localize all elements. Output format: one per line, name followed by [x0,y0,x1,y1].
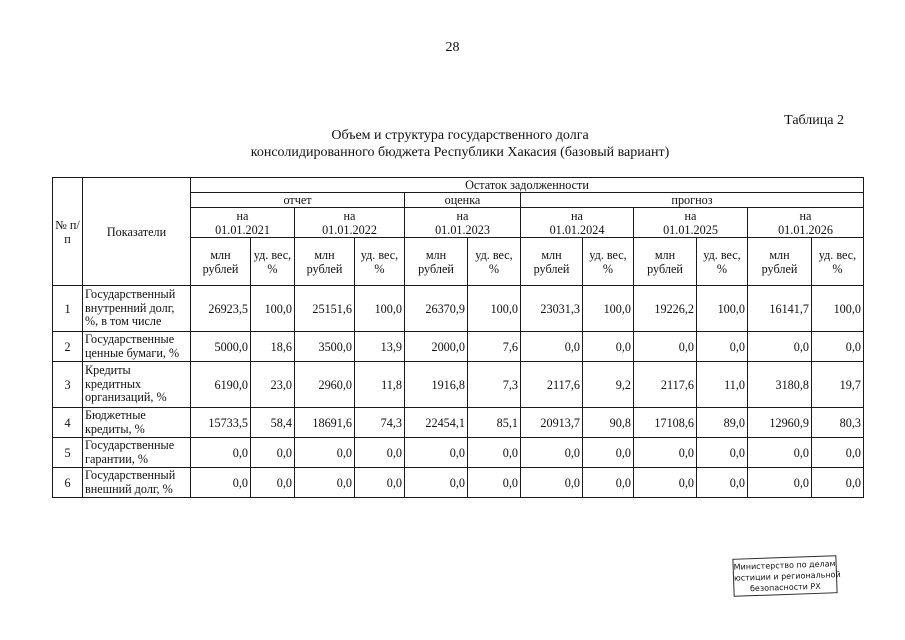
cell-share: 0,0 [468,438,521,468]
row-number: 1 [53,286,83,332]
cell-mln-rub: 15733,5 [191,408,251,438]
cell-share: 0,0 [355,438,405,468]
cell-share: 0,0 [583,438,634,468]
header-mln: млн рублей [521,238,583,286]
cell-share: 13,9 [355,332,405,362]
cell-mln-rub: 0,0 [634,332,697,362]
header-num: № п/п [53,178,83,286]
cell-mln-rub: 0,0 [295,468,355,498]
header-share: уд. вес, % [468,238,521,286]
cell-mln-rub: 0,0 [748,438,812,468]
stamp-line-3: безопасности РХ [749,581,821,594]
row-number: 5 [53,438,83,468]
header-share: уд. вес, % [251,238,295,286]
cell-mln-rub: 0,0 [191,468,251,498]
table-row [53,438,864,468]
ministry-stamp [732,555,841,597]
cell-share: 100,0 [697,286,748,332]
cell-mln-rub: 12960,9 [748,408,812,438]
cell-share: 90,8 [583,408,634,438]
cell-mln-rub: 20913,7 [521,408,583,438]
cell-share: 18,6 [251,332,295,362]
cell-share: 9,2 [583,362,634,408]
cell-share: 100,0 [355,286,405,332]
document-title [200,127,720,161]
cell-mln-rub: 2117,6 [521,362,583,408]
row-number: 2 [53,332,83,362]
cell-share: 23,0 [251,362,295,408]
header-mln: млн рублей [748,238,812,286]
debt-table [52,177,864,498]
cell-mln-rub: 6190,0 [191,362,251,408]
cell-share: 80,3 [812,408,864,438]
cell-share: 0,0 [355,468,405,498]
cell-share: 0,0 [468,468,521,498]
cell-share: 0,0 [812,468,864,498]
row-number: 3 [53,362,83,408]
cell-mln-rub: 26923,5 [191,286,251,332]
header-group-estimate: оценка [405,193,521,208]
cell-mln-rub: 0,0 [521,332,583,362]
cell-share: 0,0 [697,468,748,498]
header-date: на 01.01.2023 [405,208,521,238]
cell-mln-rub: 0,0 [634,468,697,498]
cell-share: 74,3 [355,408,405,438]
cell-share: 7,3 [468,362,521,408]
cell-mln-rub: 1916,8 [405,362,468,408]
cell-mln-rub: 2000,0 [405,332,468,362]
row-indicator: Государственный внутренний долг, %, в том числе [83,286,191,332]
table-label: Таблица 2 [784,113,844,128]
header-date: на 01.01.2022 [295,208,405,238]
cell-mln-rub: 3180,8 [748,362,812,408]
cell-share: 89,0 [697,408,748,438]
cell-share: 0,0 [812,332,864,362]
row-indicator: Государственный внешний долг, % [83,468,191,498]
cell-mln-rub: 0,0 [521,438,583,468]
cell-mln-rub: 23031,3 [521,286,583,332]
cell-mln-rub: 17108,6 [634,408,697,438]
header-date: на 01.01.2021 [191,208,295,238]
cell-mln-rub: 0,0 [405,468,468,498]
cell-mln-rub: 0,0 [191,438,251,468]
cell-share: 11,0 [697,362,748,408]
row-indicator: Государственные гарантии, % [83,438,191,468]
cell-share: 7,6 [468,332,521,362]
header-share: уд. вес, % [812,238,864,286]
header-mln: млн рублей [295,238,355,286]
stamp-line-2: юстиции и региональной [733,570,841,583]
header-mln: млн рублей [191,238,251,286]
cell-share: 85,1 [468,408,521,438]
cell-mln-rub: 0,0 [748,468,812,498]
cell-mln-rub: 25151,6 [295,286,355,332]
row-indicator: Кредиты кредитных организаций, % [83,362,191,408]
cell-share: 58,4 [251,408,295,438]
cell-share: 0,0 [251,468,295,498]
cell-mln-rub: 0,0 [295,438,355,468]
cell-share: 19,7 [812,362,864,408]
table-row [53,332,864,362]
stamp-line-1: Министерство по делам [733,559,836,572]
table-row [53,362,864,408]
title-line-1: Объем и структура государственного долга [331,128,589,143]
title-line-2: консолидированного бюджета Республики Хакасия (базовый вариант) [250,145,670,160]
cell-mln-rub: 26370,9 [405,286,468,332]
cell-mln-rub: 2960,0 [295,362,355,408]
header-share: уд. вес, % [583,238,634,286]
cell-mln-rub: 0,0 [634,438,697,468]
cell-mln-rub: 0,0 [521,468,583,498]
cell-share: 100,0 [812,286,864,332]
row-number: 6 [53,468,83,498]
cell-mln-rub: 2117,6 [634,362,697,408]
cell-mln-rub: 5000,0 [191,332,251,362]
cell-share: 0,0 [251,438,295,468]
cell-mln-rub: 0,0 [748,332,812,362]
row-indicator: Бюджетные кредиты, % [83,408,191,438]
table-body [53,286,864,498]
header-indicator: Показатели [83,178,191,286]
page-number: 28 [445,40,460,55]
header-balance: Остаток задолженности [191,178,864,193]
header-mln: млн рублей [405,238,468,286]
cell-share: 100,0 [583,286,634,332]
cell-share: 100,0 [468,286,521,332]
cell-share: 0,0 [812,438,864,468]
cell-share: 11,8 [355,362,405,408]
cell-mln-rub: 18691,6 [295,408,355,438]
header-date: на 01.01.2024 [521,208,634,238]
cell-mln-rub: 16141,7 [748,286,812,332]
header-group-forecast: прогноз [521,193,864,208]
row-indicator: Государственные ценные бумаги, % [83,332,191,362]
row-number: 4 [53,408,83,438]
cell-mln-rub: 19226,2 [634,286,697,332]
header-share: уд. вес, % [355,238,405,286]
table-row [53,286,864,332]
cell-mln-rub: 3500,0 [295,332,355,362]
cell-share: 0,0 [583,332,634,362]
cell-mln-rub: 22454,1 [405,408,468,438]
cell-share: 0,0 [583,468,634,498]
cell-mln-rub: 0,0 [405,438,468,468]
header-share: уд. вес, % [697,238,748,286]
header-mln: млн рублей [634,238,697,286]
cell-share: 100,0 [251,286,295,332]
cell-share: 0,0 [697,438,748,468]
header-group-report: отчет [191,193,405,208]
header-date: на 01.01.2026 [748,208,864,238]
table-row [53,468,864,498]
table-row [53,408,864,438]
cell-share: 0,0 [697,332,748,362]
header-date: на 01.01.2025 [634,208,748,238]
